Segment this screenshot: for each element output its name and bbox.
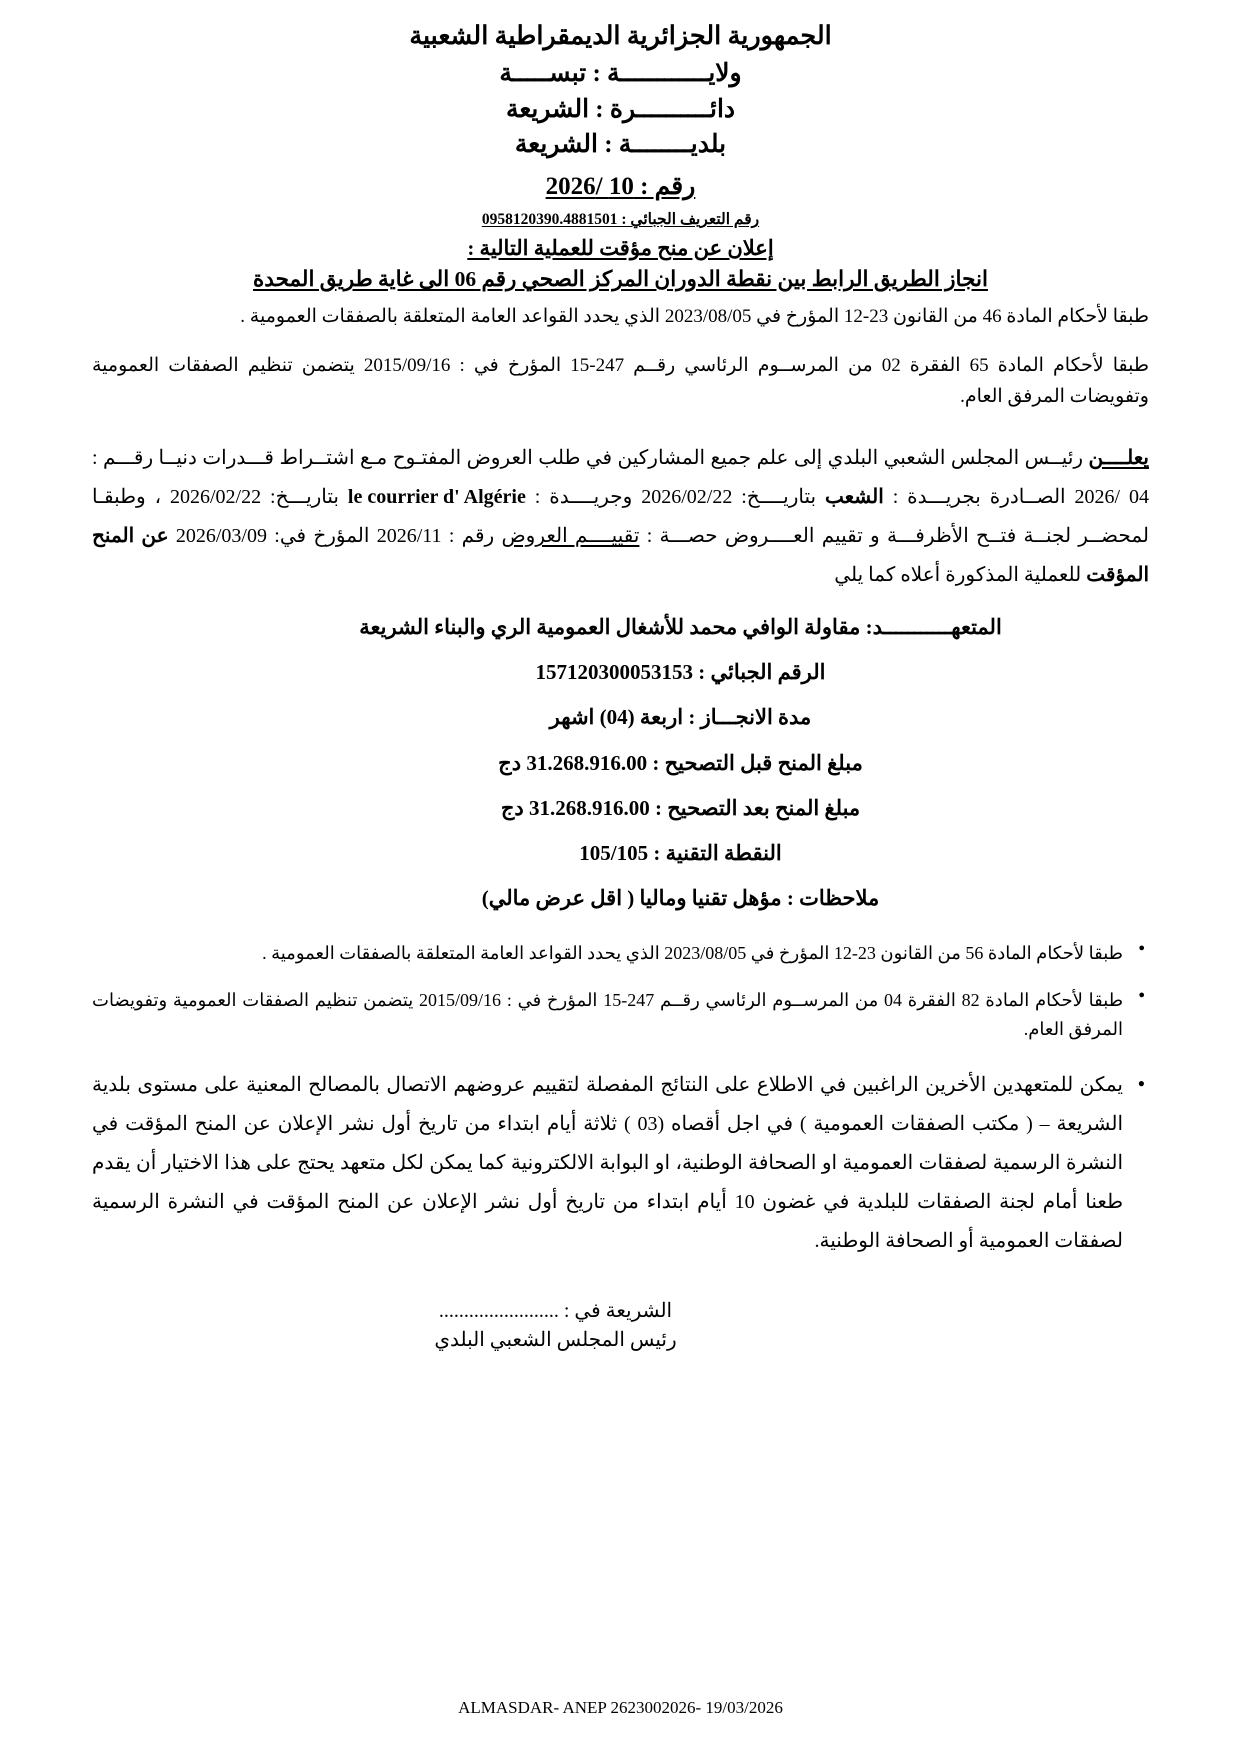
detail-technical-score — [92, 841, 1149, 866]
minutes-label: تقييــــم العروض — [501, 525, 640, 547]
award-details — [92, 615, 1149, 911]
project-subject-value: انجاز الطريق الرابط بين نقطة الدوران المركز الصحي رقم 06 الى غاية طريق المحدة — [253, 266, 988, 291]
signature-signer: رئيس المجلس الشعبي البلدي — [434, 1328, 677, 1351]
detail-amount-after-correction — [92, 796, 1149, 821]
signature-block — [92, 1297, 1149, 1355]
detail-remarks-value: مؤهل تقنيا وماليا ( اقل عرض مالي) — [481, 886, 782, 911]
wilaya-line: ولايــــــــــــة : تبســـــة — [499, 60, 742, 88]
legal-reference-1: طبقا لأحكام المادة 46 من القانون 23-12 المؤرخ في 2023/08/05 الذي يحدد القواعد العامة المتعلقة بالصفقات العمومية . — [240, 305, 1149, 327]
detail-amount-before-value: 31.268.916.00 دج — [498, 750, 648, 775]
detail-duration-label: مدة الانجـــاز : — [688, 705, 812, 730]
announcement-title — [92, 236, 1149, 261]
republic-title: الجمهورية الجزائرية الديمقراطية الشعبية — [409, 21, 832, 50]
authority-tax-id-value: رقم التعريف الجبائي : 0958120390.4881501 — [481, 210, 760, 228]
detail-contractor-value: مقاولة الوافي محمد للأشغال العمومية الري والبناء الشريعة — [359, 615, 861, 639]
detail-amount-before-correction — [92, 751, 1149, 776]
document-footer: ALMASDAR- ANEP 2623002026- 19/03/2026 — [458, 1698, 783, 1717]
detail-remarks-label: ملاحظات : — [786, 886, 880, 911]
detail-tax-id-label: الرقم الجبائي : — [698, 660, 826, 685]
announcement-mid-2: بتاريـــخ: 2026/02/22 ، وطبقـا لمحضــر لجنــة فتــح الأظرفـــة و تقييم العــــروض حصـــة : — [92, 486, 1149, 547]
detail-amount-before-label: مبلغ المنح قبل التصحيح : — [652, 750, 863, 775]
detail-amount-after-value: 31.268.916.00 دج — [500, 795, 650, 820]
announcement-mid-4: للعملية المذكورة أعلاه كما يلي — [834, 564, 1087, 586]
detail-contractor-label: المتعهـــــــــــد: — [865, 615, 1002, 639]
document-number — [92, 171, 1149, 201]
announcement-paragraph — [92, 439, 1149, 595]
legal-note-3: ● يمكن للمتعهدين الأخرين الراغبين في الاطلاع على النتائج المفصلة لتقييم عروضهم الاتصال بالمصالح المعنية على مستوى بلدية الشريعة – ( مكتب الصفقات العمومية ) في اجل أقصاه (03 ) ثلاثة أيام ابتداء من تاريخ أول نشر الإعلان عن المنح المؤقت في النشرة الرسمية لصفقات العمومية او الصحافة الوطنية، او البوابة الالكترونية كما يمكن لكل متعهد يحتج على هذا الاختيار أن يقدم طعنا أمام لجنة الصفقات للبلدية في غضون 10 أيام ابتداء من تاريخ أول نشر الإعلان عن المنح المؤقت في النشرة الرسمية لصفقات العمومية أو الصحافة الوطنية. — [92, 1066, 1149, 1261]
baladiya-line: بلديــــــــة : الشريعة — [514, 131, 727, 159]
detail-tax-id — [92, 660, 1149, 685]
announcement-mid-1: بتاريــــخ: 2026/02/22 وجريــــدة : — [525, 486, 825, 508]
newspaper-arabic: الشعب — [825, 486, 884, 508]
detail-technical-score-value: 105/105 — [579, 840, 649, 865]
detail-technical-score-label: النقطة التقنية : — [653, 840, 782, 865]
detail-amount-after-label: مبلغ المنح بعد التصحيح : — [654, 795, 861, 820]
detail-remarks — [92, 886, 1149, 911]
detail-duration — [92, 705, 1149, 730]
announcement-mid-3: رقم : 2026/11 المؤرخ في: 2026/03/09 — [168, 525, 502, 547]
announcement-title-value: إعلان عن منح مؤقت للعملية التالية : — [467, 235, 774, 260]
document-number-value: رقم : 10 /2026 — [545, 172, 696, 200]
document-header — [92, 18, 1149, 163]
legal-note-2: ● طبقا لأحكام المادة 82 الفقرة 04 من المرســوم الرئاسي رقــم 247-15 المؤرخ في : 2015/09/16 يتضمن تنظيم الصفقات العمومية وتفويضات المرفق العام. — [92, 986, 1149, 1044]
provisional-award-label: عن المنح المؤقت — [92, 525, 1149, 586]
signature-place-date: الشريعة في : ........................ — [438, 1299, 673, 1322]
legal-notes-list — [92, 939, 1149, 1260]
detail-duration-value: اربعة (04) اشهر — [549, 705, 684, 730]
announcement-intro: رئيــس المجلس الشعبي البلدي إلى علم جميع المشاركين في طلب العروض المفتـوح مـع اشتــراط قـــدرات دنيــا رقـــم : 04 /2026 الصــادرة بجريـــدة : — [92, 447, 1149, 508]
legal-reference-2: طبقا لأحكام المادة 65 الفقرة 02 من المرســوم الرئاسي رقــم 247-15 المؤرخ في : 2015/09/16 يتضمن تنظيم الصفقات العمومية وتفويضات المرفق العام. — [92, 355, 1150, 408]
detail-contractor — [92, 615, 1149, 640]
daira-line: دائــــــــــرة : الشريعة — [505, 95, 736, 123]
detail-tax-id-value: 157120300053153 — [535, 660, 694, 685]
project-subject — [92, 267, 1149, 292]
newspaper-french: le courrier d' Algérie — [347, 486, 526, 508]
announcement-verb: يعلــــن — [1088, 447, 1149, 469]
legal-note-1: ● طبقا لأحكام المادة 56 من القانون 23-12 المؤرخ في 2023/08/05 الذي يحدد القواعد العامة المتعلقة بالصفقات العمومية . — [92, 939, 1149, 968]
authority-tax-id — [92, 210, 1149, 229]
